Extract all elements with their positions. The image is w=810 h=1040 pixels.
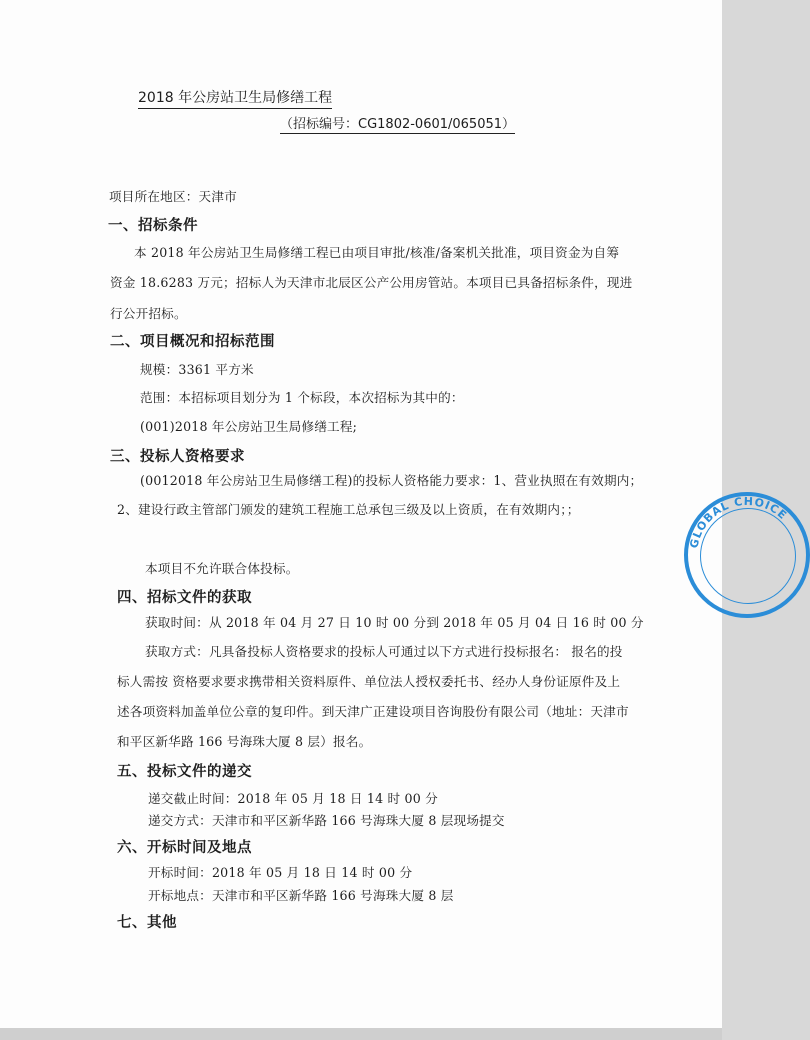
qualification-line-2: 2、建设行政主管部门颁发的建筑工程施工总承包三级及以上资质，在有效期内；； (117, 502, 580, 517)
acquisition-time: 获取时间：从 2018 年 04 月 27 日 10 时 00 分到 2018 年 05 月 04 日 16 时 00 分 (145, 615, 644, 630)
section3-heading: 三、投标人资格要求 (110, 449, 245, 465)
section1-line-3: 行公开招标。 (110, 306, 187, 321)
document-title: 2018 年公房站卫生局修缮工程 (138, 87, 332, 109)
section5-heading: 五、投标文件的递交 (117, 764, 252, 780)
submission-method: 递交方式：天津市和平区新华路 166 号海珠大厦 8 层现场提交 (148, 813, 505, 828)
scan-bottom-edge (0, 1028, 722, 1040)
section1-line-2: 资金 18.6283 万元；招标人为天津市北辰区公产公用房管站。本项目已具备招标条件，现进 (110, 275, 633, 290)
acquisition-method-line-3: 述各项资料加盖单位公章的复印件。到天津广正建设项目咨询股份有限公司（地址：天津市 (117, 704, 629, 719)
section1-heading: 一、招标条件 (108, 218, 198, 234)
acquisition-method-line-2: 标人需按 资格要求要求携带相关资料原件、单位法人授权委托书、经办人身份证原件及上 (117, 674, 621, 689)
acquisition-method-line-1: 获取方式：凡具备投标人资格要求的投标人可通过以下方式进行投标报名： 报名的投 (145, 644, 623, 659)
qualification-line-1: (0012018 年公房站卫生局修缮工程)的投标人资格能力要求：1、营业执照在有效期内； (140, 473, 643, 488)
consortium-note: 本项目不允许联合体投标。 (145, 561, 299, 576)
section2-heading: 二、项目概况和招标范围 (110, 334, 275, 350)
company-seal-text (684, 492, 810, 618)
project-region: 项目所在地区：天津市 (109, 189, 237, 204)
company-seal (684, 492, 810, 618)
submission-deadline: 递交截止时间：2018 年 05 月 18 日 14 时 00 分 (148, 791, 438, 806)
project-scope: 范围：本招标项目划分为 1 个标段，本次招标为其中的： (140, 390, 464, 405)
section6-heading: 六、开标时间及地点 (117, 840, 252, 856)
acquisition-method-line-4: 和平区新华路 166 号海珠大厦 8 层）报名。 (117, 734, 372, 749)
section7-heading: 七、其他 (117, 915, 177, 931)
svg-text:GLOBAL CHOICE: GLOBAL CHOICE (687, 494, 790, 550)
section1-line-1: 本 2018 年公房站卫生局修缮工程已由项目审批/核准/备案机关批准，项目资金为自筹 (134, 245, 620, 260)
opening-time: 开标时间：2018 年 05 月 18 日 14 时 00 分 (148, 865, 413, 880)
opening-place: 开标地点：天津市和平区新华路 166 号海珠大厦 8 层 (148, 888, 454, 903)
project-scale: 规模：3361 平方米 (140, 362, 254, 377)
tender-number-text: （招标编号：CG1802-0601/065051） (280, 117, 516, 132)
section4-heading: 四、招标文件的获取 (117, 590, 252, 606)
tender-number (280, 113, 515, 132)
lot-description: (001)2018 年公房站卫生局修缮工程; (140, 419, 358, 434)
